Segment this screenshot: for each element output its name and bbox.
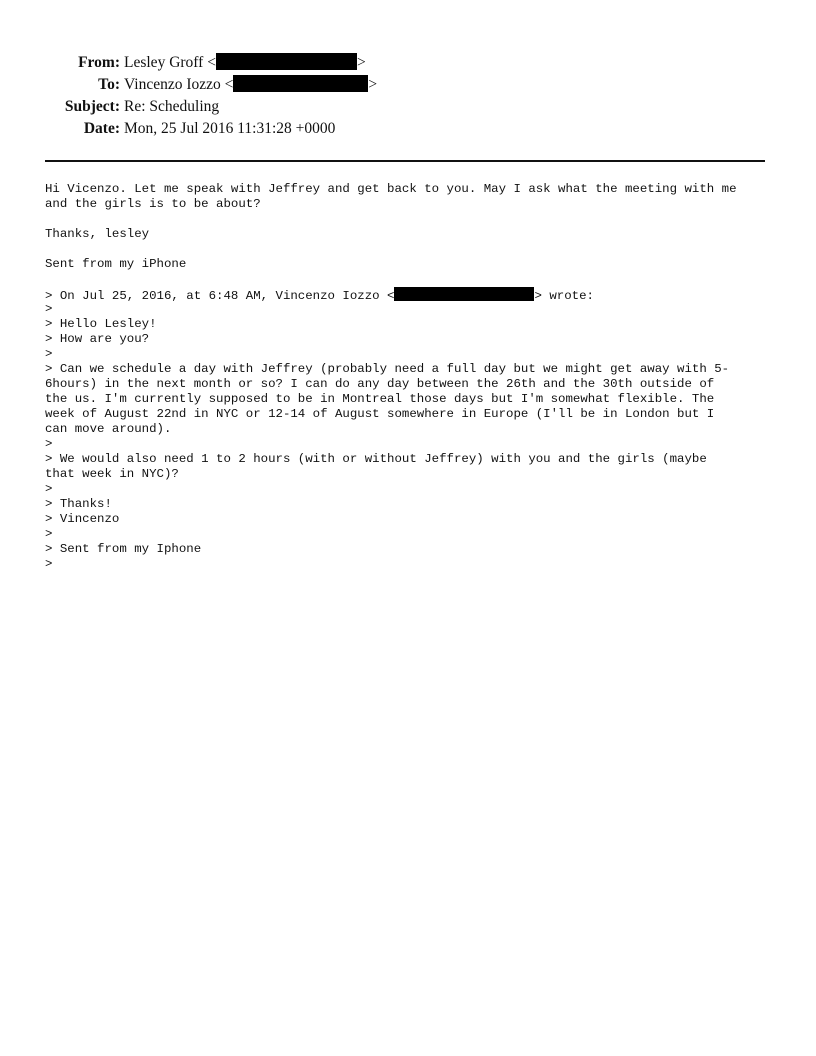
email-header (0, 52, 816, 140)
body-line: > (45, 347, 53, 361)
body-line: > (45, 557, 53, 571)
to-value (124, 74, 377, 96)
body-line: the us. I'm currently supposed to be in Montreal those days but I'm somewhat flexible. The (45, 392, 715, 406)
body-line: > Sent from my Iphone (45, 542, 202, 556)
redaction-box (233, 75, 368, 92)
subject-row (0, 96, 816, 118)
body-line: that week in NYC)? (45, 467, 179, 481)
body-line (45, 212, 785, 227)
body-line: > Hello Lesley! (45, 317, 157, 331)
body-line: > (45, 527, 53, 541)
body-line: > Can we schedule a day with Jeffrey (probably need a full day but we might get away with 5- (45, 362, 730, 376)
wrote-suffix: > wrote: (534, 289, 594, 303)
from-value (124, 52, 366, 74)
body-line: Thanks, lesley (45, 227, 150, 241)
body-line: > (45, 437, 53, 451)
body-line: Sent from my iPhone (45, 257, 187, 271)
from-label: From: (78, 54, 120, 71)
to-label: To: (98, 76, 120, 93)
redaction-box (394, 287, 534, 301)
body-line (45, 272, 785, 287)
header-divider (45, 160, 765, 162)
body-line: can move around). (45, 422, 172, 436)
body-line: > Vincenzo (45, 512, 120, 526)
email-body (45, 182, 785, 572)
subject-label: Subject: (64, 98, 120, 115)
date-value: Mon, 25 Jul 2016 11:31:28 +0000 (124, 120, 336, 137)
body-line: and the girls is to be about? (45, 197, 261, 211)
body-line: Hi Vicenzo. Let me speak with Jeffrey and get back to you. May I ask what the meeting with me (45, 182, 737, 196)
body-line: > (45, 302, 53, 316)
to-name: Vincenzo Iozzo < (124, 76, 234, 93)
date-label: Date: (83, 120, 120, 137)
body-line: 6hours) in the next month or so? I can do any day between the 26th and the 30th outside of (45, 377, 715, 391)
subject-value: Re: Scheduling (124, 98, 220, 115)
body-line (45, 242, 785, 257)
from-close: > (356, 54, 366, 71)
date-row (0, 118, 816, 140)
to-row (0, 74, 816, 96)
body-line: > We would also need 1 to 2 hours (with or without Jeffrey) with you and the girls (maybe (45, 452, 707, 466)
body-line: week of August 22nd in NYC or 12-14 of August somewhere in Europe (I'll be in London but I (45, 407, 715, 421)
redaction-box (216, 53, 357, 70)
body-line: > How are you? (45, 332, 150, 346)
from-row (0, 52, 816, 74)
quoted-header-line (45, 287, 785, 302)
to-close: > (368, 76, 378, 93)
quoted-header-text: > On Jul 25, 2016, at 6:48 AM, Vincenzo Iozzo < (45, 289, 395, 303)
from-name: Lesley Groff < (124, 54, 216, 71)
body-line: > (45, 482, 53, 496)
body-line: > Thanks! (45, 497, 112, 511)
